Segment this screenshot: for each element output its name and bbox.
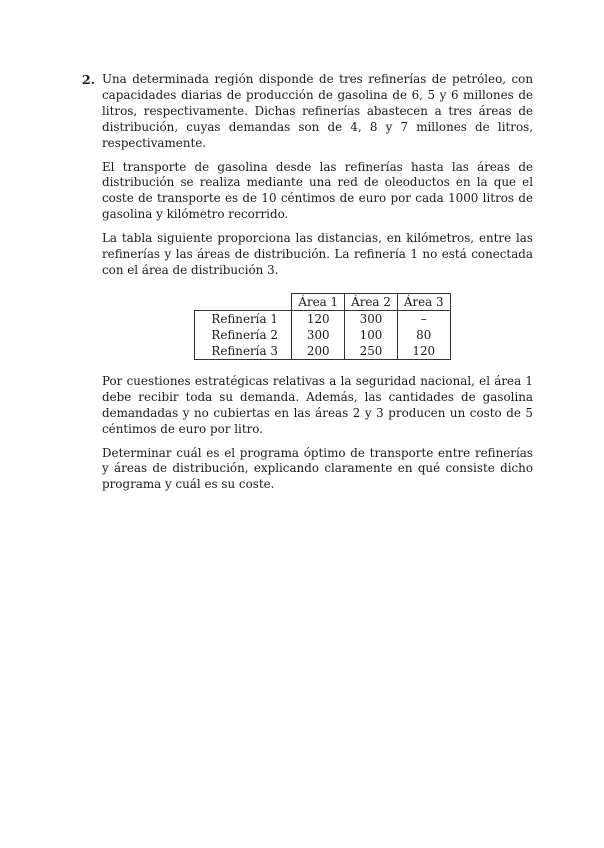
paragraph-capacities: Una determinada región disponde de tres refinerías de petróleo, con capacidades diarias de producción de gasolina de 6, 5 y 6 millones de litros, respectivamente. Dichas refinerías abastecen a tres áreas de distribución, cuyas demandas son de 4, 8 y 7 millones de litros, respectivamente. <box>102 72 533 150</box>
column-header-area-1: Área 1 <box>292 293 345 310</box>
row-label-refineria-1: Refinería 1 <box>195 310 292 327</box>
column-header-area-3: Área 3 <box>397 293 450 310</box>
table-cell: 250 <box>345 343 398 360</box>
table-cell: 120 <box>292 310 345 327</box>
distance-table-wrapper <box>102 293 533 360</box>
row-label-refineria-3: Refinería 3 <box>195 343 292 360</box>
paragraph-strategic-constraints: Por cuestiones estratégicas relativas a la seguridad nacional, el área 1 debe recibir toda su demanda. Además, las cantidades de gasolina demandadas y no cubiertas en las áreas 2 y 3 producen un costo de 5 céntimos de euro por litro. <box>102 373 533 436</box>
table-header-row <box>195 293 450 310</box>
table-row <box>195 327 450 343</box>
distance-table <box>194 293 450 360</box>
table-corner-cell <box>195 293 292 310</box>
table-row <box>195 310 450 327</box>
table-cell: 100 <box>345 327 398 343</box>
paragraph-question: Determinar cuál es el programa óptimo de transporte entre refinerías y áreas de distribución, explicando claramente en qué consiste dicho programa y cuál es su coste. <box>102 445 533 492</box>
table-cell: 300 <box>292 327 345 343</box>
problem-content <box>102 72 533 501</box>
table-cell: 120 <box>397 343 450 360</box>
table-cell: 300 <box>345 310 398 327</box>
paragraph-table-intro: La tabla siguiente proporciona las distancias, en kilómetros, entre las refinerías y las áreas de distribución. La refinería 1 no está conectada con el área de distribución 3. <box>102 231 533 277</box>
table-cell: 200 <box>292 343 345 360</box>
column-header-area-2: Área 2 <box>345 293 398 310</box>
table-row <box>195 343 450 360</box>
paragraph-transport-cost: El transporte de gasolina desde las refinerías hasta las áreas de distribución se realiza mediante una red de oleoductos en la que el coste de transporte es de 10 céntimos de euro por cada 1000 litros de gasolina y kilómetro recorrido. <box>102 159 533 222</box>
row-label-refineria-2: Refinería 2 <box>195 327 292 343</box>
table-cell: – <box>397 310 450 327</box>
problem-number: 2. <box>82 72 96 87</box>
table-cell: 80 <box>397 327 450 343</box>
